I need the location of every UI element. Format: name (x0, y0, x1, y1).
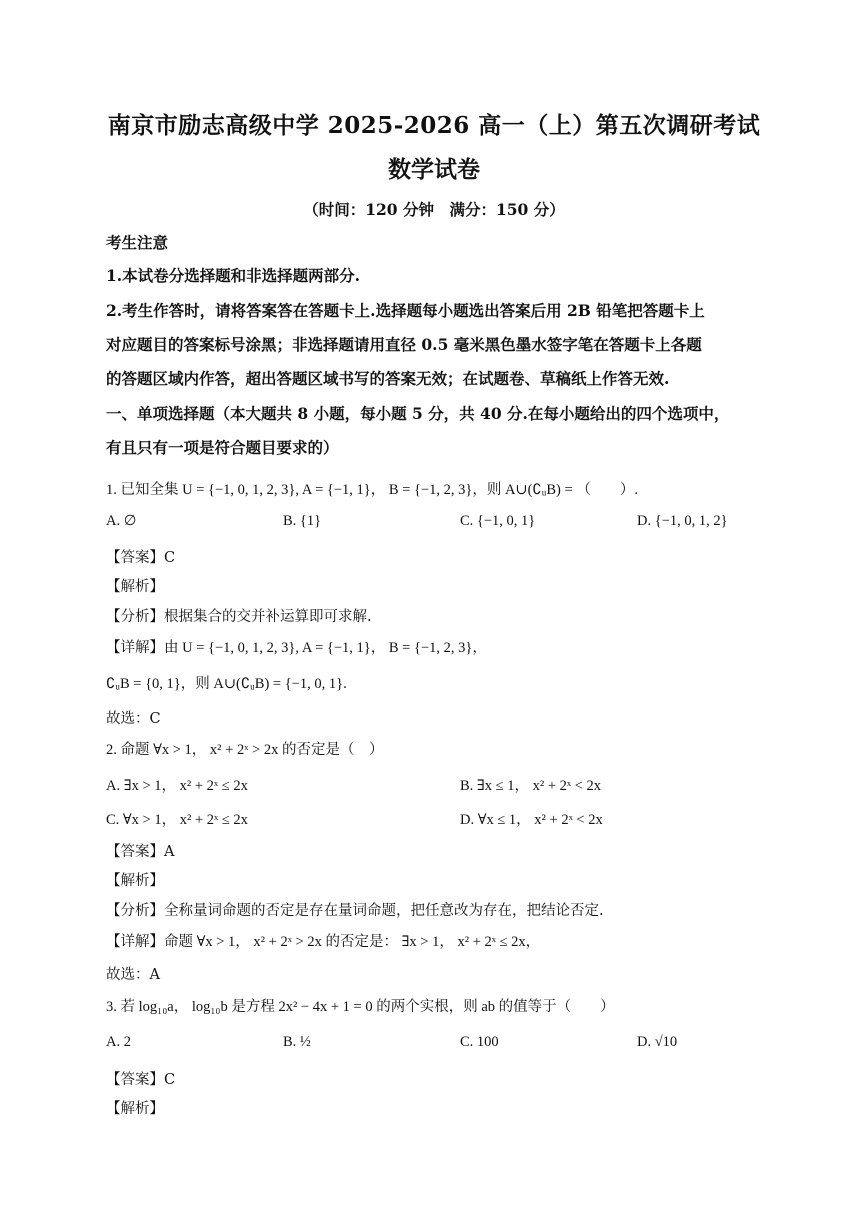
question-2-option-b: B. ∃x ≤ 1， x² + 2ˣ < 2x (460, 778, 602, 794)
question-1-option-c: C. {−1, 0, 1} (460, 513, 536, 529)
question-3-answer: 【答案】C (106, 1072, 176, 1088)
question-2-fenxi: 【分析】全称量词命题的否定是存在量词命题，把任意改为存在，把结论否定. (106, 903, 604, 919)
question-1-fenxi: 【分析】根据集合的交并补运算即可求解. (106, 609, 372, 625)
section-heading-line-1: 一、单项选择题（本大题共 8 小题，每小题 5 分，共 40 分.在每小题给出的四个选项中， (106, 404, 730, 423)
question-2-option-a: A. ∃x > 1， x² + 2ˣ ≤ 2x (106, 778, 248, 794)
question-2-option-d: D. ∀x ≤ 1， x² + 2ˣ < 2x (460, 812, 603, 828)
question-2-option-c: C. ∀x > 1， x² + 2ˣ ≤ 2x (106, 812, 248, 828)
section-heading-line-2: 有且只有一项是符合题目要求的） (106, 438, 339, 457)
exam-title: 南京市励志高级中学 2025-2026 高一（上）第五次调研考试 (107, 112, 761, 139)
notice-item-2-line-2: 对应题目的答案标号涂黑；非选择题请用直径 0.5 毫米黑色墨水签字笔在答题卡上各题 (106, 335, 702, 354)
notice-heading: 考生注意 (106, 233, 169, 252)
question-1-analysis-label: 【解析】 (106, 579, 164, 595)
question-1-answer: 【答案】C (106, 550, 176, 566)
question-2-analysis-label: 【解析】 (106, 873, 164, 889)
question-3-stem: 3. 若 log₁₀a， log₁₀b 是方程 2x² − 4x + 1 = 0 的两个实根，则 ab 的值等于（ ） (106, 999, 615, 1015)
question-2-detail: 【详解】命题 ∀x > 1， x² + 2ˣ > 2x 的否定是： ∃x > 1， x² + 2ˣ ≤ 2x， (106, 934, 541, 950)
question-3-option-d: D. √10 (637, 1034, 678, 1050)
question-2-answer: 【答案】A (106, 844, 175, 860)
question-1-stem: 1. 已知全集 U = {−1, 0, 1, 2, 3}, A = {−1, 1}， B = {−1, 2, 3}，则 A∪(∁ᵤB) = （ ）. (106, 482, 638, 498)
exam-subtitle: 数学试卷 (388, 156, 480, 183)
exam-meta: （时间：120 分钟 满分：150 分） (303, 200, 565, 219)
notice-item-2-line-1: 2.考生作答时，请将答案答在答题卡上.选择题每小题选出答案后用 2B 铅笔把答题卡上 (106, 301, 705, 320)
question-1-choice: 故选：C (106, 711, 161, 727)
notice-item-2-line-3: 的答题区域内作答，超出答题区域书写的答案无效；在试题卷、草稿纸上作答无效. (106, 369, 670, 388)
question-3-option-c: C. 100 (460, 1034, 499, 1050)
notice-item-1: 1.本试卷分选择题和非选择题两部分. (106, 266, 361, 285)
question-1-option-b: B. {1} (283, 513, 322, 529)
question-1-option-a: A. ∅ (106, 513, 137, 529)
question-1-detail-line-1: 【详解】由 U = {−1, 0, 1, 2, 3}, A = {−1, 1}， B = {−1, 2, 3}， (106, 640, 487, 656)
question-3-option-b: B. ½ (283, 1034, 311, 1050)
question-2-choice: 故选：A (106, 967, 160, 983)
question-1-detail-line-2: ∁ᵤB = {0, 1}，则 A∪(∁ᵤB) = {−1, 0, 1}. (106, 676, 347, 692)
question-3-option-a: A. 2 (106, 1034, 131, 1050)
question-2-stem: 2. 命题 ∀x > 1， x² + 2ˣ > 2x 的否定是（ ） (106, 742, 384, 758)
question-3-analysis-label: 【解析】 (106, 1101, 164, 1117)
question-1-option-d: D. {−1, 0, 1, 2} (637, 513, 728, 529)
